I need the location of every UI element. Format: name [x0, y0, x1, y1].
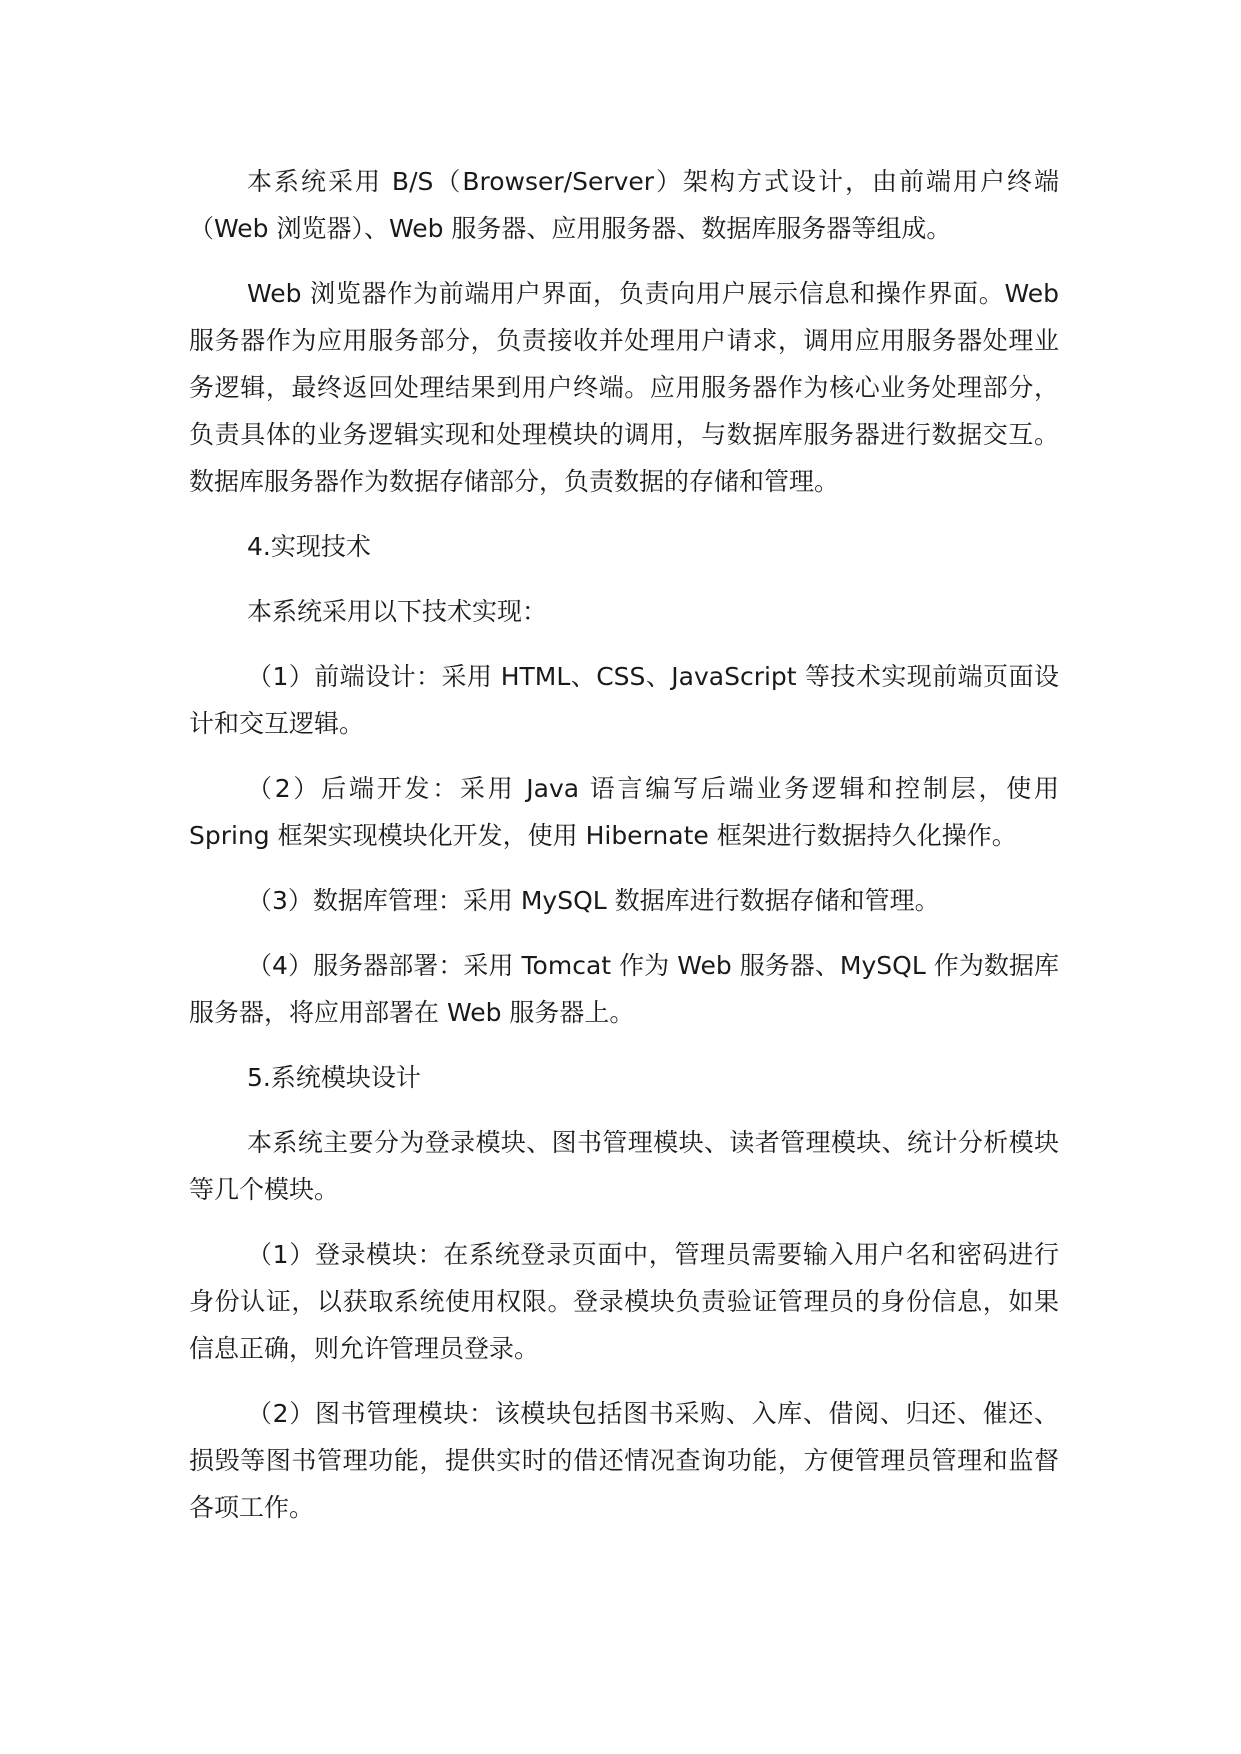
paragraph-modules-intro: 本系统主要分为登录模块、图书管理模块、读者管理模块、统计分析模块等几个模块。 — [189, 1128, 1059, 1204]
document-page — [189, 158, 1059, 1549]
list-item-login-module: （1）登录模块：在系统登录页面中，管理员需要输入用户名和密码进行身份认证，以获取系统使用权限。登录模块负责验证管理员的身份信息，如果信息正确，则允许管理员登录。 — [189, 1240, 1059, 1363]
paragraph-architecture: 本系统采用 B/S（Browser/Server）架构方式设计，由前端用户终端（Web 浏览器）、Web 服务器、应用服务器、数据库服务器等组成。 — [189, 167, 1059, 243]
paragraph-tech-intro: 本系统采用以下技术实现： — [247, 597, 548, 626]
section-heading-modules: 5.系统模块设计 — [247, 1063, 421, 1092]
section-heading-implementation: 4.实现技术 — [247, 532, 371, 561]
paragraph-components: Web 浏览器作为前端用户界面，负责向用户展示信息和操作界面。Web 服务器作为应用服务部分，负责接收并处理用户请求，调用应用服务器处理业务逻辑，最终返回处理结果到用户终端。应用服务器作为核心业务处理部分，负责具体的业务逻辑实现和处理模块的调用，与数据库服务器进行数据交互。数据库服务器作为数据存储部分，负责数据的存储和管理。 — [189, 279, 1059, 496]
list-item-deployment: （4）服务器部署：采用 Tomcat 作为 Web 服务器、MySQL 作为数据库服务器，将应用部署在 Web 服务器上。 — [189, 951, 1059, 1027]
list-item-database: （3）数据库管理：采用 MySQL 数据库进行数据存储和管理。 — [247, 886, 940, 915]
list-item-backend: （2）后端开发：采用 Java 语言编写后端业务逻辑和控制层，使用 Spring 框架实现模块化开发，使用 Hibernate 框架进行数据持久化操作。 — [189, 774, 1059, 850]
list-item-frontend: （1）前端设计：采用 HTML、CSS、JavaScript 等技术实现前端页面设计和交互逻辑。 — [189, 662, 1059, 738]
list-item-book-module: （2）图书管理模块：该模块包括图书采购、入库、借阅、归还、催还、损毁等图书管理功能，提供实时的借还情况查询功能，方便管理员管理和监督各项工作。 — [189, 1399, 1059, 1522]
